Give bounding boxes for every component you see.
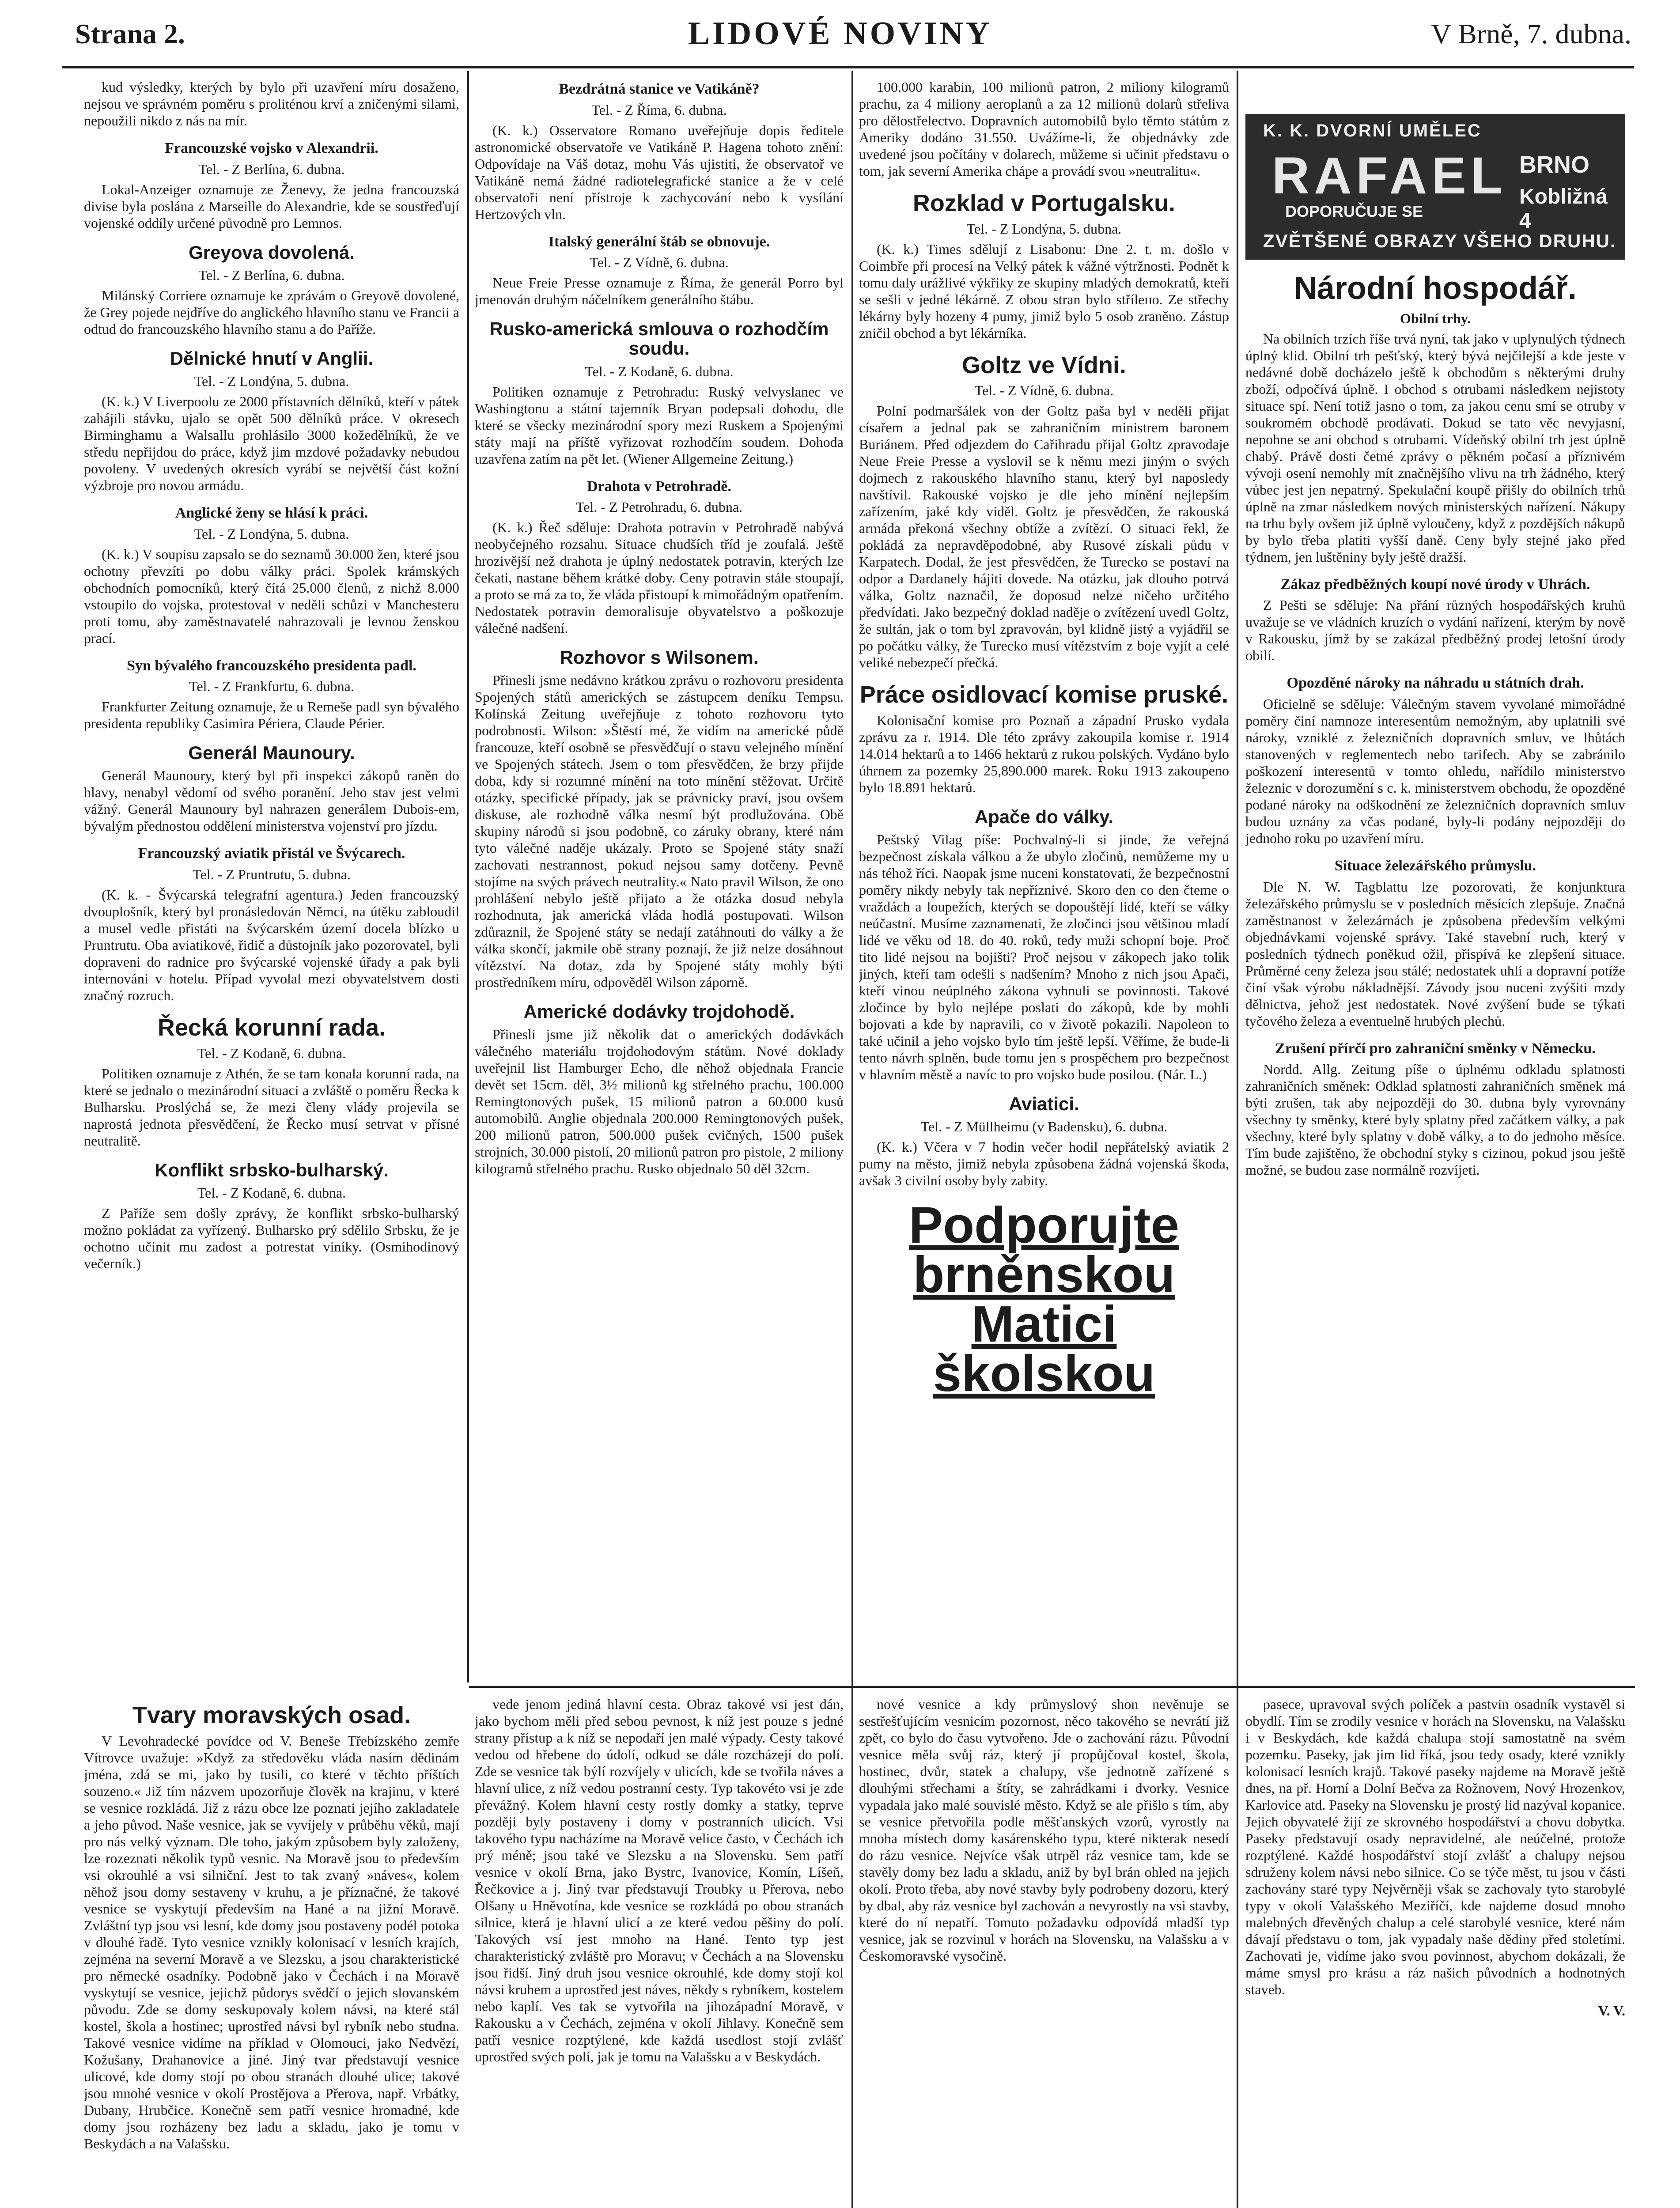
article-text: nové vesnice a kdy průmyslový shon nevěnuje se sestřešťujícím vesnicím pozornost, něco takového se nevrátí již zpět, co bylo do času vytvořeno. Jde o zachování rázu. Původní vesnice měla svůj ráz, který jí propůjčoval kostel, škola, hostinec, dvůr, statek a chalupy, vše jednotně zařízené s dlouhými střechami a štíty, se zahrádkami i dvorky. Vesnice vypadala jako malé souvislé město. Když se ale přišlo s tím, aby se vesnice přetvořila podle měšťanských vzorů, vyrostly na mnoha místech domy kasárenského typu, které nikterak nesedí do rázu vesnice. Nejvíce však utrpěl ráz vesnice tam, kde se stavěly domy bez ladu a skladu, aniž by byl brán ohled na jejich okolí. Proto třeba, aby nové stavby byly podrobeny dozoru, který by dbal, aby ráz vesnice byl zachován a nevyrostly na vsi stavby, které do ní nepatří. Tomuto požadavku odpovídá mladší typ vesnice, jak se rozvinul v horách na Slovensku, na Valašsku a v Českomoravské vysočině.: [859, 1696, 1229, 1964]
masthead-rule: [62, 66, 1634, 68]
article-subhead: Obilní trhy.: [1400, 310, 1471, 326]
article: [1245, 675, 1625, 847]
article: [859, 807, 1229, 1083]
article-headline: Opozděné nároky na náhradu u státních drah.: [1286, 675, 1584, 692]
column-divider: [467, 71, 469, 1682]
dateline: Tel. - Z Vídně, 6. dubna.: [974, 382, 1114, 399]
article-text: Frankfurter Zeitung oznamuje, že u Remeše padl syn bývalého presidenta republiky Casimira Périera, Claude Périer.: [84, 699, 459, 732]
masthead-bar: [0, 8, 1680, 61]
article-headline: Řecká korunní rada.: [157, 1014, 386, 1041]
dateline: Tel. - Z Vídně, 6. dubna.: [590, 254, 729, 271]
article: [859, 682, 1229, 796]
article-headline: Situace železářského průmyslu.: [1334, 857, 1536, 874]
dateline: Tel. - Z Müllheimu (v Badensku), 6. dubna.: [920, 1119, 1168, 1135]
article-text: Politiken oznamuje z Petrohradu: Ruský velvyslanec ve Washingtonu a státní tajemník Bryan podepsali dohodu, dle které se všecky mezinárodní spory mezi Ruskem a Spojenými státy mají na příště vyřizovat rozhodčím soudem. Dohoda uzavřena zatím na pět let. (Wiener Allgemeine Zeitung.): [475, 383, 844, 467]
article: [475, 1002, 844, 1177]
dateline: Tel. - Z Kodaně, 6. dubna.: [197, 1184, 346, 1201]
dateline: Tel. - Z Kodaně, 6. dubna.: [585, 363, 734, 379]
article: [859, 1094, 1229, 1189]
article-headline: Aviatici.: [1009, 1093, 1079, 1115]
author-signature: V. V.: [1598, 2003, 1625, 2019]
dateline: Tel. - Z Pruntrutu, 5. dubna.: [193, 866, 351, 883]
article-headline: Konflikt srbsko-bulharský.: [155, 1159, 389, 1180]
article: [84, 1161, 459, 1272]
page-number: Strana 2.: [75, 18, 185, 49]
advert-name: RAFAEL: [1272, 147, 1507, 205]
article-text: (K. k.) Včera v 7 hodin večer hodil nepřátelský aviatik 2 pumy na město, jimiž nebyla způsobena žádná vojenská škoda, avšak 3 civilní osoby byly zabity.: [859, 1139, 1229, 1189]
advert-line: K. K. DVORNÍ UMĚLEC: [1263, 121, 1482, 140]
article: [475, 81, 844, 223]
article-text: Polní podmaršálek von der Goltz paša byl v neděli přijat císařem a jednal pak se zahraničním ministrem baronem Buriánem. Před odjezdem do Cařihradu přijal Goltz zpravodaje Neue Freie Presse a vyslovil se k němu mezi jiným o svých dojmech z rakouského hlavního stanu, který byl naposledy navštívil. Rakouské vojsko je dle jeho mínění nejlepším zařízením, jaké kdy viděl. Goltz je přesvědčen, že rakouská armáda překoná všechny obtíže a zvítězí. O situaci řekl, že pokládá za nepravděpodobné, aby Rusové získali půdu v Karpatech. Dodal, že jest přesvědčen, že Turecko se postaví na odpor a Dardanely hájiti dovede. Na otázku, jak dlouho potrvá válka, Goltz naznačil, že doposud nelze ničeho určitého předvídati. Jako bezpečný doklad naděje o zvítězení uvedl Goltz, že sultán, jak o tom byl zpravován, byl klidně jistý a vyjádřil se po počátku války, že Turecko musí vítězstvím z boje vyjít a celé veliké nebezpečí přečká.: [859, 403, 1229, 671]
article-text: (K. k.) V soupisu zapsalo se do seznamů 30.000 žen, které jsou ochotny převzíti po dobu války práci. Spolek krámských obchodních pomocníků, který čítá 25.000 členů, z nichž 8.000 vstoupilo do vojska, protestoval v neděli schůzi v Manchesteru proti tomu, aby zaměstnavatelé nahrazovali je levnou ženskou prací.: [84, 546, 459, 646]
article-headline: Italský generální štáb se obnovuje.: [548, 233, 770, 250]
article-text: Neue Freie Presse oznamuje z Říma, že generál Porro byl jmenován druhým náčelníkem generálního štábu.: [475, 275, 844, 308]
article-headline: Dělnické hnutí v Anglii.: [170, 348, 374, 369]
article-text: Kolonisační komise pro Poznaň a západní Prusko vydala zprávu za r. 1914. Dle této zprávy zakoupila komise r. 1914 14.014 hektarů a to 1466 hektarů z rukou polských. Vydáno bylo úhrnem za pozemky 25,890.000 marek. Roku 1913 zakoupeno bylo 18.891 hektarů.: [859, 712, 1229, 796]
column-4-continuation: [1245, 1696, 1625, 2208]
article-headline: Zákaz předběžných koupí nové úrody v Uhrách.: [1280, 576, 1590, 593]
dateline: Tel. - Z Berlína, 6. dubna.: [198, 161, 345, 177]
article-headline: Rusko-americká smlouva o rozhodčím soudu.: [489, 318, 829, 359]
column-1: [84, 79, 459, 1682]
column-4: [1245, 269, 1625, 1682]
article: [84, 505, 459, 647]
issue-date: V Brně, 7. dubna.: [1431, 18, 1631, 49]
article-text: Peštský Vilag píše: Pochvalný-li si jinde, že veřejná bezpečnost získala válkou a že ubylo zločinů, nemůžeme my u nás téhož říci. Naopak jsme nuceni konstatovati, že bezpečnostní poměry nikdy nebyly tak nepříznivé. Skoro den co den čteme o vraždách a loupežích, kterých se dopouštějí lidé, kteří se války neúčastní. Musíme zaznamenati, že zločinci jsou většinou mladí lidé ve věku od 18. do 40. roků, tedy muži schopní boje. Proč tito lidé nejsou na bojišti? Proč nejsou v zákopech jako tolik jiných, kteří tam odešli s nadšením? Mnoho z nich jsou Apači, kteří vinou neúplného zákona vyhnuli se povinnosti. Takové zločince by bylo nejlépe poslati do zákopů, kde by mohli bojovati a kde by napravili, co v životě pokazili. Napoleon to také učinil a jeho vojsko bylo tím ještě lepší. Věříme, že bude-li tento návrh splněn, bude tomu jen s prospěchem pro bezpečnost v hlavním městě a navíc to pro vojsko bude posilou. (Nár. L.): [859, 832, 1229, 1083]
dateline: Tel. - Z Říma, 6. dubna.: [591, 102, 727, 118]
column-divider: [851, 71, 853, 2208]
article-text: (K. k. - Švýcarská telegrafní agentura.) Jeden francouzský dvouplošník, který byl pronásledován Němci, na útěku zabloudil a musel vedle přistáti na švýcarském území docela blízko u Pruntrutu. Oba aviatikové, řidič a důstojník jako pozorovatel, byli dopraveni do radnice pro švýcarské vojenské úřady a pak byli internováni v hotelu. Případ vyvolal mezi obyvatelstvem dosti značný rozruch.: [84, 887, 459, 1004]
article-text: Oficielně se sděluje: Válečným stavem vyvolané mimořádné poměry činí namnoze interesentům nemožným, aby uplatnili své nároky, vzniklé z železničních dopravních smluv, ve lhůtách stanovených v reglementech nebo tarifech. Aby se zabránilo poškození interesentů v tomto ohledu, nařídilo ministerstvo železnic v dorozumění s c. k. ministerstvem obchodu, že opozděné podané nároky na odškodnění ze železničních dopravních smluv budou uznány za včas podané, byly-li podány nejpozději do jednoho roku po uzavření míru.: [1245, 696, 1625, 846]
article-text: Lokal-Anzeiger oznamuje ze Ženevy, že jedna francouzská divise byla poslána z Marseille do Alexandrie, kde se soustřeďují vojenské oddíly určené původně pro Lemnos.: [84, 181, 459, 231]
article-headline: Generál Maunoury.: [188, 742, 355, 764]
article-headline: Francouzský aviatik přistál ve Švýcarech.: [138, 845, 405, 862]
article: [1245, 272, 1625, 565]
article-headline: Anglické ženy se hlásí k práci.: [175, 504, 368, 521]
article-text: pasece, upravoval svých políček a pastvin osadník vystavěl si obydlí. Tím se zrodily vesnice v horách na Slovensku, na Valašsku i v Beskydách, kde každá chalupa stojí samostatně na svém pozemku. Paseky, jak jim lid říká, jsou tedy osady, které vznikly kolonisací lesních krajů. Takové paseky najdeme na Moravě ještě dnes, na př. Horní a Dolní Bečva za Rožnovem, Nový Hrozenkov, Karlovice atd. Paseky na Slovensku je prostý lid nazýval kopanice. Jejich obyvatelé žijí ze skrovného hospodářství a chovu dobytka. Paseky představují osady nepravidelné, ale neúčelné, protože rozptýlené. Každé hospodářství stojí zvlášť a chalupy nejsou sdruženy kolem návsi nebo silnice. Co se týče měst, tu jsou v části zachovány staré typy Nejvěrněji však se zachovaly tyto starobylé typy v okolí Valašského Meziříčí, kde najdeme dosud mnoho malebných dřevěných chalup a celé starobylé vesnice, které nám dávají představu o tom, jak vypadaly naše dědiny před stoletími. Zachovati je, vidíme jako svou povinnost, abychom dokázali, že máme smysl pro krásu a ráz našich původních a hodnotných staveb.: [1245, 1696, 1625, 1997]
article-text: Politiken oznamuje z Athén, že se tam konala korunní rada, na které se jednalo o mezinárodní situaci a zvláště o poměru Řecka k Bulharsku. Proslýchá se, že mezi členy vlády projevila se naprostá jednota přesvědčení, že Řecko musí setrvat v přísné neutralitě.: [84, 1065, 459, 1149]
article-text: Přinesli jsme nedávno krátkou zprávu o rozhovoru presidenta Spojených států amerických se zástupcem deníku Tempsu. Kolínská Zeitung uveřejňuje z tohoto rozhovoru tyto podrobnosti. Wilson: »Štěstí mé, že vidím na americké půdě francouze, kteří osobně se přesvědčují o stavu velejného mínění ve Spojených státech. Jsem o tom přesvědčen, že brzy přijde doba, kdy si rozumné mínění na toto mínění stěžovat. Určitě otázky, specifické případy, jak se právnicky praví, jsou ovšem diskuse, ale rozhodně válka nesmí být prodlužována. Obě skupiny národů si jsou podobně, co záruky obrany, které nám tyto válečné naděje ukázaly. Proto se Spojené státy snaží zachovati nestrannost, pokud nejsou samy dotčeny. Pevně stojíme na svých právech neutrality.« Nato pravil Wilson, že ono prohlášení nebylo ještě přijato a že otázka dosud nebyla rozhodnuta, jak americká vláda hodlá postupovati. Wilson zdůraznil, že Spojené státy se nedají zatáhnouti do války a že válka skončí, jakmile obě strany poznají, že již nelze dosáhnout vítězství. Na dotaz, zda by Spojené státy mohly býti prostředníkem míru, odpověděl Wilson záporně.: [475, 672, 844, 991]
article-headline: Bezdrátná stanice ve Vatikáně?: [559, 81, 760, 97]
photographer-advert: [1245, 114, 1625, 260]
article-text: (K. k.) Times sdělují z Lisabonu: Dne 2. t. m. došlo v Coimbře při procesí na Velký pátek k vážné výtržnosti. Podnět k tomu daly urážlivé výkřiky ze skupiny mladých demokratů, kteří se sešli v jedné lékárně. Z obou stran bylo střílено. Ze střechy lékárny byly hozeny 4 pumy, jimiž bylo 5 osob zraněno. Zástup zničil obchod a byt lékárníka.: [859, 241, 1229, 341]
article-text: vede jenom jediná hlavní cesta. Obraz takové vsi jest dán, jako bychom měli před sebou pevnost, k níž jest pouze s jedné strany přístup a k níž se nepodaří jen malé výpady. Cesty takové vedou od hřebene do údolí, odkud se dále rozcházejí do polí. Zde se vesnice tak býlí rozvíjely v ulicích, kde se tvořila náves a hlavní ulice, z níž vedou postranní cesty. Typ takovéto vsi je zde převážný. Kolem hlavní cesty rostly domky a statky, teprve později byly postaveny i domy v postranních ulicích. Vsi takového typu nacházíme na Moravě velice často, v Čechách ich prý méně; jsou také ve Slezsku a na Slovensku. Sem patří vesnice v okolí Brna, jako Bystrc, Ivanovice, Komín, Líšeň, Řečkovice a j. Jiný tvar představují Troubky u Přerova, nebo Olšany u Hněvotína, kde vesnice se rozkládá po obou stranách silnice, která je hlavní ulicí a ze které vedou pěšiny do polí. Takových vsí jest mnoho na Hané. Tento typ jest charakteristický zvláště pro Moravu; v Čechách a na Slovensku jsou řidší. Jiný druh jsou vesnice okrouhlé, kde domy stojí kol návsi kruhem a uprostřed jest náves, někdy s rybníkem, kostelem nebo kaplí. Ves tak se vytvořila na jihozápadní Moravě, v Rakousku a v Čechách, zejména v okolí Jihlavy. Konečně sem patří vesnice rozptýlené, kde každá usedlost stojí zvlášť uprostřed svých polí, jak je tomu na Valašsku a v Beskydách.: [475, 1696, 844, 2064]
article: [84, 846, 459, 1004]
article-text: Dle N. W. Tagblattu lze pozorovati, že konjunktura železářského průmyslu se v posledních měsících zlepšuje. Značná zaměstnanost v železárnách je způsobena především velkými objednávkami vojenské správy. Také stavební ruch, který v posledních týdnech poněkud ožil, přispívá ke zlepšení situace. Průměrné ceny železa jsou stálé; nedostatek uhlí a dopravní potíže činí však výrobu nákladnější. Závody jsou nuceni zvýšiti mzdy dělnictva, jehož jest nedostatek. Nové zvýšení bude se týkati tyčového železa a eventuelně hrubých plechů.: [1245, 878, 1625, 1029]
column-3-continuation: [859, 1696, 1229, 2208]
article: [84, 743, 459, 834]
article-text: Přinesli jsme již několik dat o amerických dodávkách válečného materiálu trojdohodovým státům. Nové doklady uveřejnil list Hamburger Echo, dle něhož objednala Francie devět set 15cm. děl, 3½ milionů kg střelného prachu, 100.000 Remingtonových pušek, 15 milionů patron a 60.000 kusů automobilů. Anglie objednala 200.000 Remingtonových pušek, 200 milionů patron, 500.000 pušek cvičných, 1500 pušek strojních, 30.000 pistolí, 20 milionů patron pro pistole, 2 miliony kilogramů střelného prachu. Rusko objednalo 50 děl 32cm.: [475, 1026, 844, 1177]
article: [84, 1015, 459, 1149]
dateline: Tel. - Z Londýna, 5. dubna.: [194, 373, 349, 389]
article-headline: Drahota v Petrohradě.: [586, 478, 732, 495]
article-headline: Apače do války.: [974, 806, 1114, 828]
dateline: Tel. - Z Berlína, 6. dubna.: [198, 267, 345, 283]
article-headline: Rozhovor s Wilsonem.: [560, 647, 759, 668]
article-headline: Zrušení přírčí pro zahraniční směnky v Německu.: [1275, 1040, 1596, 1057]
article-text: (K. k.) Řeč sděluje: Drahota potravin v Petrohradě nabývá neobyčejného rozsahu. Situace chudších tříd je zoufalá. Ještě hrozivější než drahota je úplný nedostatek potravin, kterých lze čekati, nastane během krátké doby. Ceny potravin stále stoupají, a proto se má za to, že vláda přistoupí k mimořádným opatřením. Nedostatek potravin demoralisuje obyvatelstvo a poškozuje válečné nadšení.: [475, 519, 844, 636]
feature-text: V Levohradecké povídce od V. Beneše Třebízského zemře Vítrovce uvažuje: »Když za středověku vláda nasím dědinám jména, zdá se mi, jako by tusili, co které v těchto příštích souzeno.« Již tím názvem upozorňuje člověk na krajinu, v které se vesnice rozkládá. Již z rázu obce lze poznati jejího zakladatele a jeho původ. Naše vesnice, jak se vyvíjely v průběhu věků, mají pro nás velký význam. Dle toho, jakým způsobem byly založeny, lze rozeznati několik typů vesnic. Na Moravě jsou to především vsi okrouhlé a vsi silniční. Jest to tak zvaný »náves«, kolem něhož jsou domy sestaveny v kruhu, a je příznačné, že takové vesnice se vyskytují především na Hané a na jižní Moravě. Zvláštní typ jsou vsi lesní, kde domy jsou postaveny podél potoka v dlouhé řadě. Tyto vesnice vznikly kolonisací v lesních krajích, zejména na severní Moravě a ve Slezsku, a jsou charakteristické pro německé osadníky. Podobně jako v Čechách i na Moravě vyskytují se vesnice, jejichž půdorys svědčí o jejich slovanském původu. Zde se domy seskupovaly kolem návsi, na které stál kostel, škola a hostinec; uprostřed návsi byl rybník nebo studna. Takové vesnice vidíme na příklad v Olomouci, jako Nedvězí, Kožušany, Drahanovice a jiné. Jiný tvar představují vesnice ulicové, kde domy stojí po obou stranách dlouhé ulice; takové jsou mnohé vesnice v okolí Prostějova a Přerova, např. Vrbátky, Dubany, Hrubčice. Konečně sem patří vesnice hromadné, kde domy jsou rozházeny bez ladu a skladu, jako je tomu v Beskydách a na Valašsku.: [84, 1732, 459, 2151]
article-headline: Práce osidlovací komise pruské.: [859, 681, 1229, 708]
article-text: Na obilních trzích říše trvá nyní, tak jako v uplynulých týdnech úplný klid. Obilní trh pešťský, který bývá nejčilejší a kde jeste v nedávné době docházelo ještě k obchodům s některými druhy zboží, odpočívá úplně. I obchod s otrubami následkem nejistoty situace spí. Není totiž jasno o tom, za jakou cenu smí se otruby v soukromém obchodě prodávati. Dokud se tato věc nevyjasní, nepohne se ani obchod s otrubami. Vídeňský obilní trh jest úplně chabý. Právě dosti četné zprávy o pěkném počasí a příznivém vývoji osení nemohly mít značnějšího vlivu na trh žádného, který vůbec jest jen nepatrný. Spekulační koupě přišly do obilních trhů úplně na zmar následkem nových ministerských nařízení. Nákupy na trhu byly ovšem již úplně vyloučeny, když z pozdějších nákupů by bylo třeba platiti vyšší daně. Ceny byly stejné jako před týdnem, jen luštěniny byly ještě dražší.: [1245, 330, 1625, 565]
dateline: Tel. - Z Londýna, 5. dubna.: [194, 526, 349, 542]
column-2: [475, 79, 844, 1682]
section-headline: Národní hospodář.: [1294, 271, 1577, 306]
article-text: Nordd. Allg. Zeitung píše o úplnému odkladu splatnosti zahraničních směnek: Odklad splatnosti zahraničních směnek má býti zrušen, tak aby nejpozději do 30. dubna byly vyrovnány všechny ty směnky, které byly splatny před začátkem války, a pak všechny, které byly splatny v době války, a to do jednoho měsíce. Tím bude zajištěno, že obchodní styky s cizinou, pokud jsou ještě možné, se budou zase normálně rozvíjeti.: [1245, 1061, 1625, 1178]
section-divider: [469, 1686, 1635, 1688]
column-3: [859, 79, 1229, 1682]
article-text: kud výsledky, kterých by bylo při uzavření míru dosaženo, nejsou ve správném poměru s proliténou krví a zničenými silami, nepoužili nikdo z nás na mír.: [84, 79, 459, 129]
article-text: (K. k.) V Liverpoolu ze 2000 přístavních dělníků, kteří v pátek zahájili stávku, ujalo se opět 500 dělníků práce. V okresech Birminghamu a Walsallu prohlásilo 3000 kožedělníků, že ve středu nepřijdou do práce, když jim mzdové požadavky nebudou povoleny. V uvedených okresích vyrábí se největší část kožní výzbroje pro novou armádu.: [84, 393, 459, 493]
article-headline: Americké dodávky trojdohodě.: [523, 1001, 795, 1022]
dateline: Tel. - Z Petrohradu, 6. dubna.: [575, 499, 743, 515]
article: [475, 479, 844, 637]
newspaper-title: LIDOVÉ NOVINY: [688, 15, 992, 52]
article: [84, 349, 459, 494]
advert-street: Kobližná 4: [1519, 185, 1608, 233]
article-text: (K. k.) Osservatore Romano uveřejňuje dopis ředitele astronomické observatoře ve Vatikáně P. Hagena tohoto znění: Odpovídaje na Váš dotaz, mohu Vás ujistiti, že observatoř ve Vatikáně nemá žádné radiotelegrafické stanice a že v celé observatoři není přístroje k zachycování nebo k vysílání Hertzových vln.: [475, 122, 844, 222]
dateline: Tel. - Z Frankfurtu, 6. dubna.: [189, 678, 354, 695]
article-headline: Goltz ve Vídni.: [961, 352, 1127, 378]
column-2-continuation: [475, 1696, 844, 2208]
article: [859, 79, 1229, 179]
article-text: 100.000 karabin, 100 milionů patron, 2 miliony kilogramů prachu, za 4 miliony aeroplanů a za 12 milionů dolarů střeliva pro dělostřelectvo. Dopravních automobilů bylo těmto státům z Ameriky dodáno 31.550. Uvážíme-li, že objednávky zde uvedené jsou počítány v dolarech, můžeme si učinit představu o tom, jak severní Amerika chápe a provádí svou »neutralitu«.: [859, 79, 1229, 179]
feature-headline: Tvary moravských osad.: [132, 1702, 411, 1728]
feature-column: [84, 1700, 459, 2208]
advert-line: DOPORUČUJE SE: [1285, 202, 1423, 220]
column-divider: [1237, 71, 1238, 2208]
article-text: Milánský Corriere oznamuje ke zprávám o Greyově dovolené, že Grey pojede nejdříve do anglického hlavního stanu ve Francii a odtud do francouzského hlavního stanu a do Paříže.: [84, 287, 459, 337]
article-headline: Syn bývalého francouzského presidenta padl.: [127, 657, 416, 674]
article-text: Z Paříže sem došly zprávy, že konflikt srbsko-bulharský možno pokládat za vyřízený. Bulharsko prý sdělilo Srbsku, že je ochotno učinit mu zadost a potrestat viníky. (Osmihodinový večerník.): [84, 1205, 459, 1271]
article-headline: Rozklad v Portugalsku.: [912, 190, 1176, 216]
article: [1245, 1041, 1625, 1179]
article: [84, 140, 459, 231]
article-headline: Greyova dovolená.: [189, 242, 355, 263]
article: [84, 79, 459, 129]
advert-city: BRNO: [1519, 151, 1589, 178]
dateline: Tel. - Z Londýna, 5. dubna.: [966, 220, 1122, 237]
article: [1245, 577, 1625, 664]
article-text: Z Pešti se sděluje: Na přání různých hospodářských kruhů uvažuje se ve vládních kruzích o vydání nařízení, kterým by nově v Rakousku, jímž by se zakázal předběžný prodej letošní úrody obilí.: [1245, 597, 1625, 664]
dateline: Tel. - Z Kodaně, 6. dubna.: [197, 1045, 346, 1061]
article: [859, 353, 1229, 671]
article: [1245, 858, 1625, 1029]
advert-line: ZVĚTŠENÉ OBRAZY VŠEHO DRUHU.: [1263, 231, 1616, 251]
article-text: Generál Maunoury, který byl při inspekci zákopů raněn do hlavy, nenabyl vědomí od svého poranění. Jeho stav jest velmi vážný. Generál Maunoury byl nahrazen generálem Dubois-em, bývalým přednostou oddělení ministerstva vojenství pro jízdu.: [84, 768, 459, 834]
matice-skolska-appeal: Podporujte brněnskou Matici školskou: [908, 1196, 1180, 1403]
article: [475, 319, 844, 467]
article: [475, 648, 844, 991]
article: [475, 234, 844, 308]
article-headline: Francouzské vojsko v Alexandrii.: [165, 140, 378, 156]
article: [84, 658, 459, 732]
article: [859, 191, 1229, 341]
article: [84, 243, 459, 337]
